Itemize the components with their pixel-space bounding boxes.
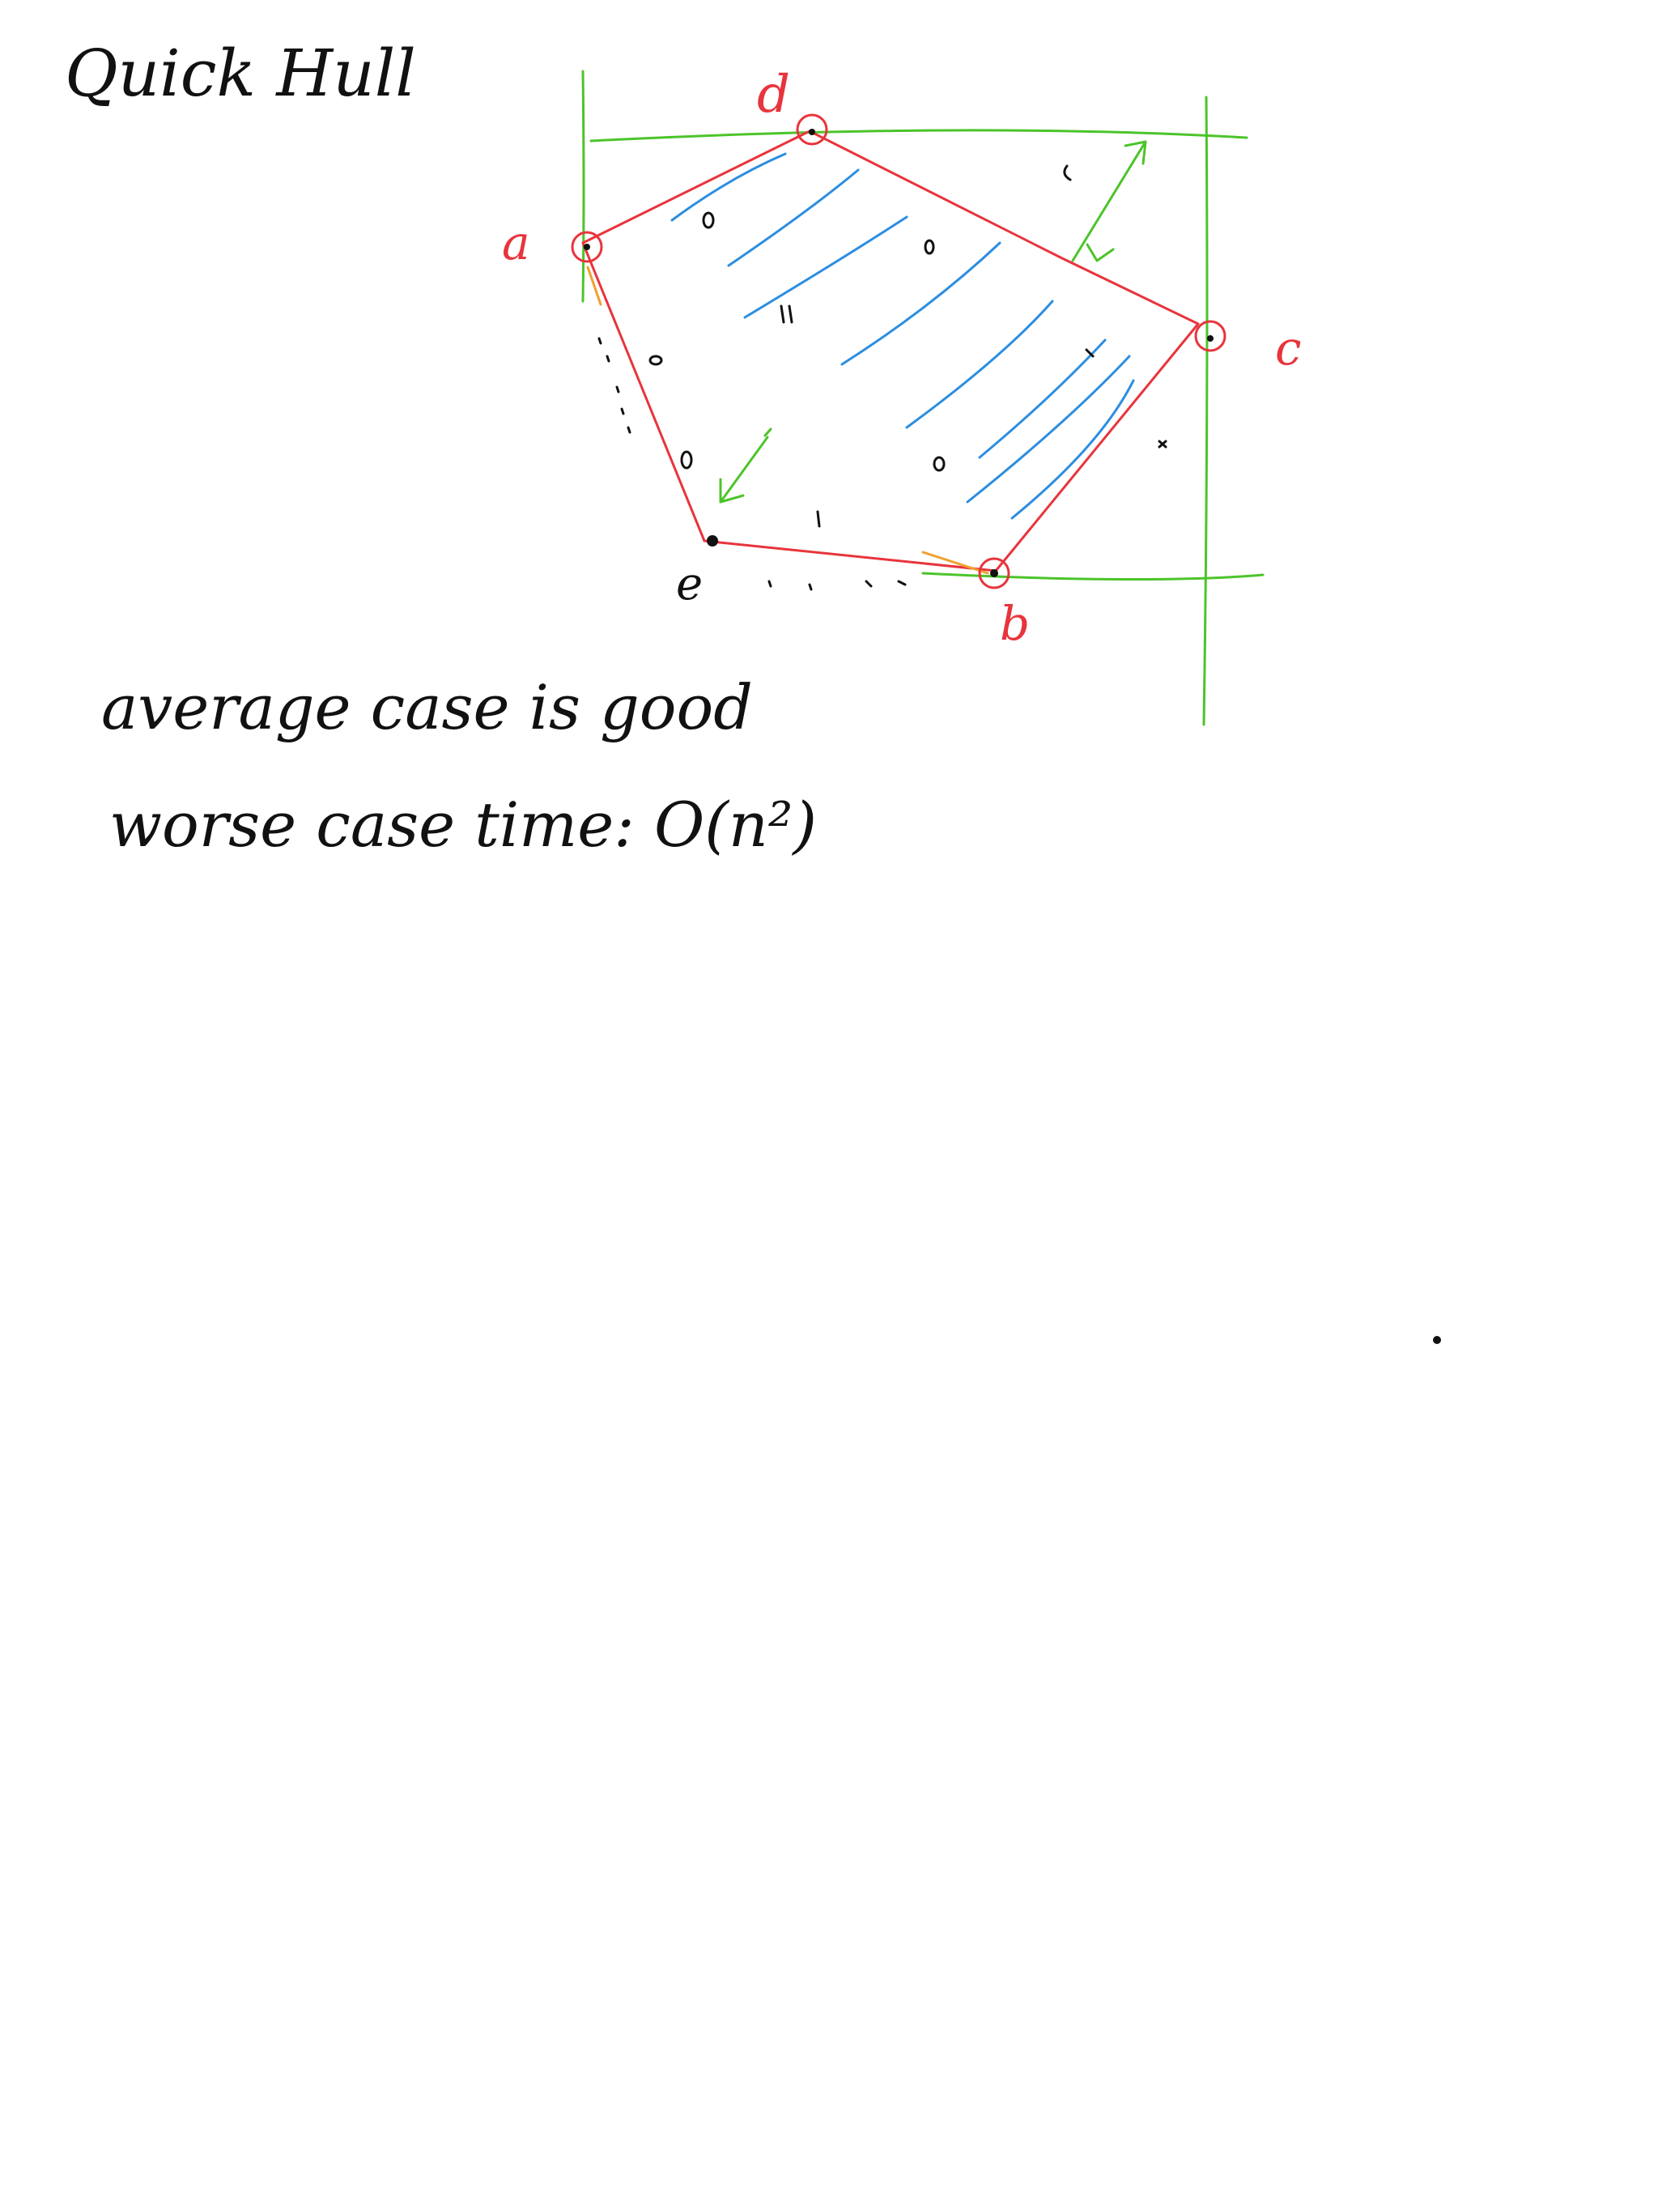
interior-points [650, 166, 1166, 526]
highlight-strokes [588, 267, 988, 573]
arrow-down-left-icon [721, 437, 767, 502]
convex-hull [583, 131, 1198, 571]
hull-hatching [672, 154, 1133, 518]
dotted-trail [599, 338, 905, 589]
vertex-label-b: b [1000, 596, 1031, 651]
arrow-tick-icon [1087, 245, 1113, 261]
arrow-up-right-icon [1073, 142, 1146, 261]
bounding-box-top-edge [591, 130, 1247, 141]
vertex-e-dot [707, 535, 718, 547]
bounding-box [583, 71, 1263, 725]
vertex-label-c: c [1275, 321, 1302, 376]
note-average-case: average case is good [101, 671, 753, 743]
bounding-box-bottom-edge [923, 573, 1263, 580]
stray-dot [1433, 1336, 1441, 1344]
hull-vertex-markers [572, 115, 1225, 588]
page-title: Quick Hull [65, 36, 416, 111]
note-worst-case: worse case time: O(n²) [109, 789, 817, 861]
vertex-label-a: a [502, 215, 530, 270]
vertex-label-e: e [676, 558, 704, 610]
bounding-box-right-edge [1204, 97, 1207, 725]
bounding-box-left-edge [583, 71, 584, 301]
vertex-label-d: d [757, 65, 790, 125]
